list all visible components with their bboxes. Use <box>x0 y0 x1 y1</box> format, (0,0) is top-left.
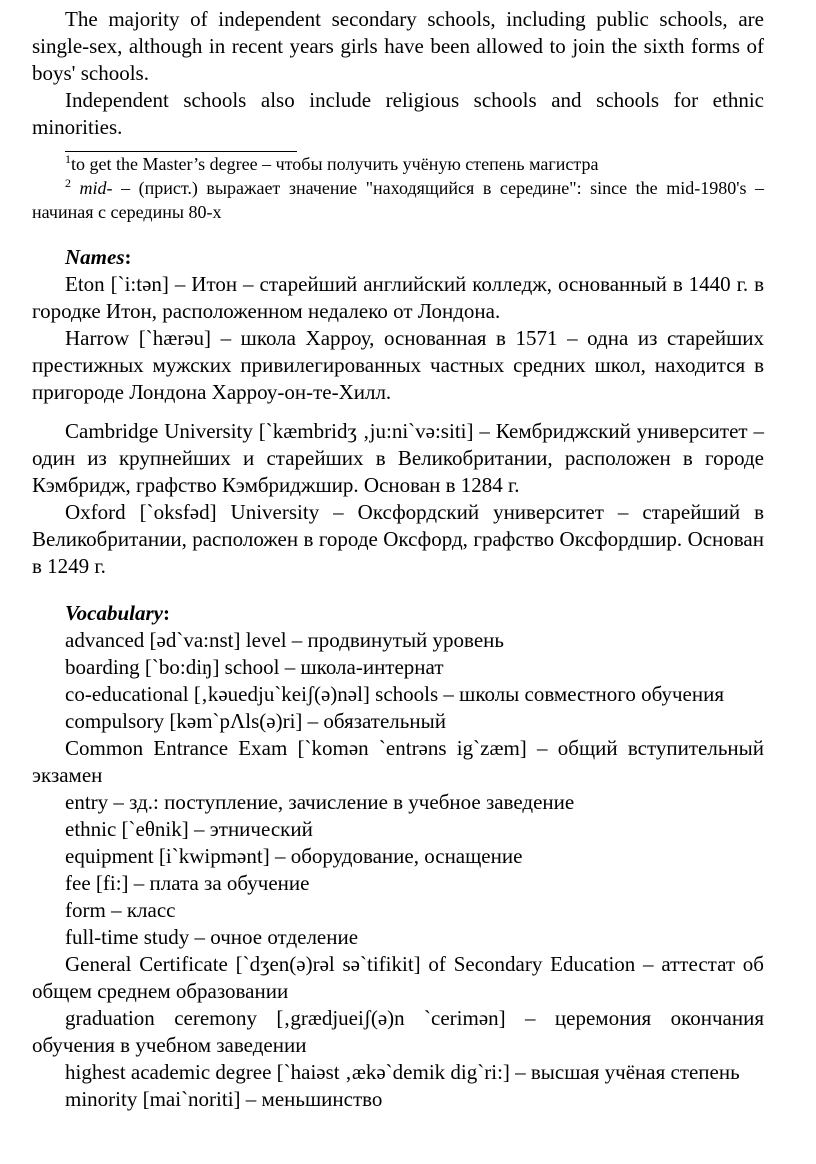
names-item-harrow: Harrow [`hærəu] – школа Харроу, основанная в 1571 – одна из старейших престижных мужских привилегированных частных средних школ, находится в пригороде Лондона Харроу-он-те-Хилл. <box>32 326 764 404</box>
vocab-item: graduation ceremony [‚grædjueiʃ(ə)n `cerimən] – церемония окончания обучения в учебном заведении <box>32 1006 764 1057</box>
vocabulary-heading <box>32 600 764 627</box>
names-heading-colon: : <box>124 245 132 269</box>
names-heading-text: Names <box>65 245 125 269</box>
names-heading <box>32 244 764 271</box>
vocab-item: boarding [`bo:diŋ] school – школа-интернат <box>65 655 444 679</box>
vocabulary-list <box>32 627 764 1113</box>
vocab-item: minority [mai`noriti] – меньшинство <box>65 1087 383 1111</box>
vocab-item: equipment [i`kwipmənt] – оборудование, оснащение <box>65 844 523 868</box>
vocabulary-heading-colon: : <box>163 601 171 625</box>
names-item-eton: Eton [`i:tən] – Итон – старейший английский колледж, основанный в 1440 г. в городке Итон, расположенном недалеко от Лондона. <box>32 272 764 323</box>
vocab-item: advanced [əd`va:nst] level – продвинутый уровень <box>65 628 504 652</box>
spacer <box>32 406 764 418</box>
footnote-1-term: to get the Master’s degree <box>71 154 258 174</box>
names-item-cambridge: Cambridge University [`kæmbridʒ ‚ju:ni`və:siti] – Кембриджский университет – один из крупнейших и старейших в Великобритании, расположен в городе Кэмбридж, графство Кэмбриджшир. Основан в 1284 г. <box>32 419 764 497</box>
vocab-item: co-educational [‚kəuedju`keiʃ(ə)nəl] schools – школы совместного обучения <box>65 682 725 706</box>
vocab-item: highest academic degree [`haiəst ‚ækə`demik dig`ri:] – высшая учёная степень <box>65 1060 740 1084</box>
vocab-item: entry – зд.: поступление, зачисление в учебное заведение <box>65 790 575 814</box>
vocab-item: General Certificate [`dʒen(ə)rəl sə`tifikit] of Secondary Education – аттестат об общем среднем образовании <box>32 952 764 1003</box>
intro-paragraph-1: The majority of independent secondary schools, including public schools, are single-sex, although in recent years girls have been allowed to join the sixth forms of boys' schools. <box>32 7 764 85</box>
vocab-item: full-time study – очное отделение <box>65 925 359 949</box>
footnote-2-term: mid- <box>79 178 113 198</box>
footnote-2-mark: 2 <box>65 176 71 190</box>
vocab-item: ethnic [`eθnik] – этнический <box>65 817 313 841</box>
vocab-item: form – класс <box>65 898 176 922</box>
names-item-oxford: Oxford [`oksfəd] University – Оксфордский университет – старейший в Великобритании, расположен в городе Оксфорд, графство Оксфордшир. Основан в 1249 г. <box>32 500 764 578</box>
footnote-1-text: – чтобы получить учёную степень магистра <box>257 154 599 174</box>
footnote-2-text: – (прист.) выражает значение "находящийся в середине": since the mid-1980's – начиная с середины 80-х <box>32 178 764 222</box>
footnote-1-mark: 1 <box>65 152 71 166</box>
spacer <box>32 580 764 600</box>
footnote-1 <box>32 152 764 176</box>
vocab-item: compulsory [kəm`pΛls(ə)ri] – обязательный <box>65 709 446 733</box>
vocabulary-heading-text: Vocabulary <box>65 601 164 625</box>
spacer <box>32 224 764 244</box>
footnote-2 <box>32 176 764 224</box>
vocab-item: fee [fi:] – плата за обучение <box>65 871 310 895</box>
vocab-item: Common Entrance Exam [`komən `entrəns ig`zæm] – общий вступительный экзамен <box>32 736 764 787</box>
intro-paragraph-2: Independent schools also include religious schools and schools for ethnic minorities. <box>32 88 764 139</box>
